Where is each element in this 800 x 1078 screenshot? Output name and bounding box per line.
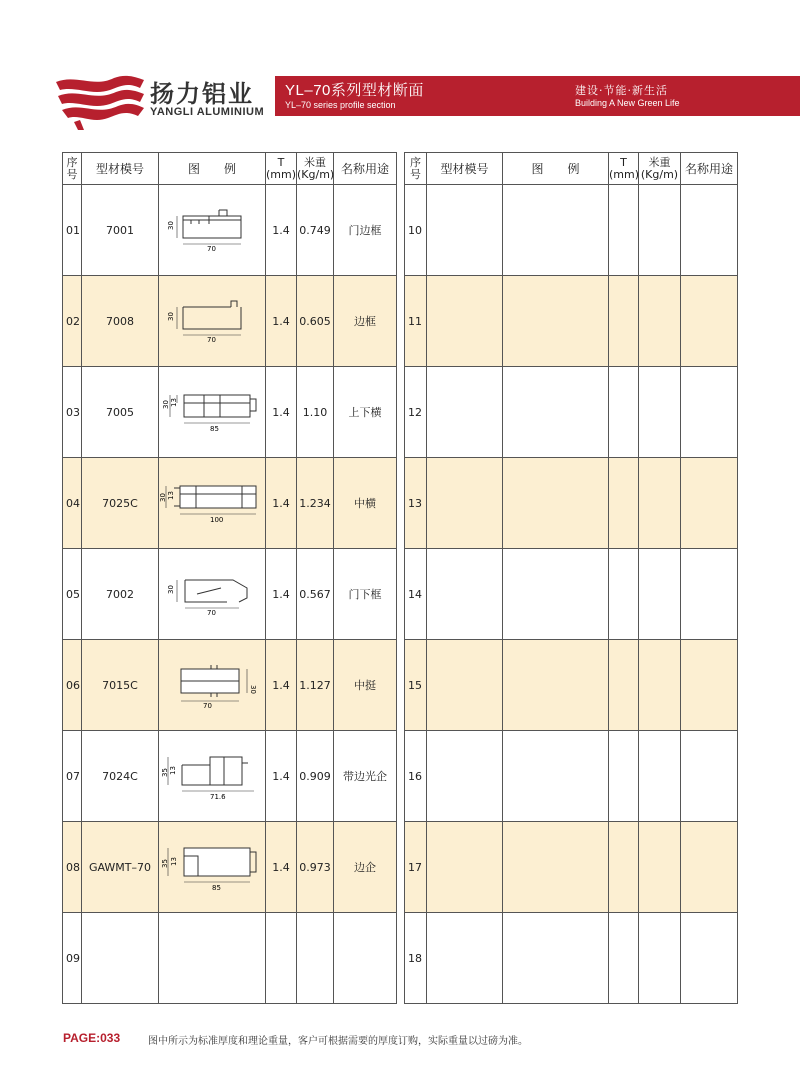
dim-width: 71.6: [210, 793, 226, 801]
table-row: [405, 640, 738, 731]
row-idx: 10: [405, 185, 427, 276]
dim-height: 35: [161, 859, 169, 868]
row-idx: 04: [63, 458, 82, 549]
profile-diagram: [503, 367, 609, 458]
row-usage: [681, 640, 738, 731]
row-idx: 08: [63, 822, 82, 913]
dim-height: 30: [249, 685, 257, 694]
profile-diagram: [159, 640, 266, 731]
row-thickness: 1.4: [266, 185, 297, 276]
table-row: [405, 549, 738, 640]
dim-height: 30: [167, 312, 175, 321]
banner-subtitle: YL–70 series profile section: [285, 100, 396, 110]
row-idx: 07: [63, 731, 82, 822]
row-idx: 09: [63, 913, 82, 1004]
dim-width: 70: [207, 609, 216, 617]
row-thickness: 1.4: [266, 549, 297, 640]
col-diagram-header: 图 例: [159, 153, 266, 185]
row-idx: 03: [63, 367, 82, 458]
profile-table-right: [404, 152, 738, 1004]
row-model: 7025C: [82, 458, 159, 549]
row-model: [427, 731, 503, 822]
footer-note: 图中所示为标准厚度和理论重量，客户可根据需要的厚度订购，实际重量以过磅为准。: [148, 1036, 528, 1047]
table-row: [63, 822, 397, 913]
row-usage: 边框: [334, 276, 397, 367]
table-header-row: [63, 153, 397, 185]
row-model: [427, 185, 503, 276]
row-thickness: [609, 731, 639, 822]
row-thickness: 1.4: [266, 640, 297, 731]
row-thickness: [609, 822, 639, 913]
row-thickness: [609, 458, 639, 549]
row-weight: 0.909: [297, 731, 334, 822]
dim-width: 85: [210, 425, 219, 433]
row-idx: 18: [405, 913, 427, 1004]
row-model: [427, 458, 503, 549]
row-idx: 05: [63, 549, 82, 640]
profile-diagram: [159, 549, 266, 640]
row-weight: [639, 549, 681, 640]
row-idx: 06: [63, 640, 82, 731]
table-row: [63, 731, 397, 822]
row-model: [427, 549, 503, 640]
dim-width: 100: [210, 516, 224, 524]
profile-diagram: [159, 822, 266, 913]
col-model-header: 型材模号: [427, 153, 503, 185]
row-thickness: [609, 367, 639, 458]
row-thickness: 1.4: [266, 367, 297, 458]
row-thickness: 1.4: [266, 822, 297, 913]
profile-diagram: [159, 731, 266, 822]
banner-bar: [275, 76, 800, 116]
row-weight: [639, 185, 681, 276]
table-row: [405, 822, 738, 913]
row-usage: 边企: [334, 822, 397, 913]
row-thickness: [609, 276, 639, 367]
row-idx: 14: [405, 549, 427, 640]
profile-diagram: [503, 549, 609, 640]
row-idx: 01: [63, 185, 82, 276]
row-weight: 1.10: [297, 367, 334, 458]
row-thickness: [609, 913, 639, 1004]
table-row: [63, 549, 397, 640]
row-thickness: 1.4: [266, 458, 297, 549]
row-model: 7001: [82, 185, 159, 276]
row-weight: 0.749: [297, 185, 334, 276]
row-thickness: 1.4: [266, 276, 297, 367]
row-model: 7005: [82, 367, 159, 458]
banner-title: YL–70系列型材断面: [285, 82, 424, 99]
dim-height-2: 13: [170, 398, 178, 407]
dim-height: 30: [162, 400, 170, 409]
row-weight: [297, 913, 334, 1004]
row-thickness: 1.4: [266, 731, 297, 822]
banner-slogan-cn: 建设·节能·新生活: [575, 84, 668, 97]
row-model: 7024C: [82, 731, 159, 822]
dim-height: 30: [159, 493, 167, 502]
row-usage: [681, 822, 738, 913]
profile-diagram: [159, 458, 266, 549]
profile-diagram: [159, 276, 266, 367]
row-idx: 15: [405, 640, 427, 731]
profile-diagram: [503, 640, 609, 731]
dim-width: 70: [203, 702, 212, 710]
brand-name-en: YANGLI ALUMINIUM: [150, 106, 265, 118]
row-weight: 1.234: [297, 458, 334, 549]
dim-width: 85: [212, 884, 221, 892]
dim-height-2: 13: [167, 491, 175, 500]
col-idx-header: 序号: [63, 153, 82, 185]
col-thickness-header: T (mm): [266, 153, 297, 185]
row-idx: 11: [405, 276, 427, 367]
row-thickness: [609, 549, 639, 640]
row-usage: [681, 731, 738, 822]
table-row: [405, 276, 738, 367]
row-usage: 中挺: [334, 640, 397, 731]
profile-diagram: [159, 367, 266, 458]
row-usage: 上下横: [334, 367, 397, 458]
brand-name-cn: 扬力铝业: [150, 80, 254, 108]
row-usage: 门边框: [334, 185, 397, 276]
dim-height: 30: [167, 221, 175, 230]
dim-width: 70: [207, 336, 216, 344]
row-idx: 16: [405, 731, 427, 822]
row-weight: 1.127: [297, 640, 334, 731]
table-row: [405, 731, 738, 822]
profile-diagram: [503, 731, 609, 822]
row-idx: 17: [405, 822, 427, 913]
row-model: GAWMT–70: [82, 822, 159, 913]
row-thickness: [609, 640, 639, 731]
profile-diagram: [503, 276, 609, 367]
row-weight: [639, 731, 681, 822]
row-usage: [681, 913, 738, 1004]
row-usage: 中横: [334, 458, 397, 549]
dim-height: 35: [161, 768, 169, 777]
col-usage-header: 名称用途: [681, 153, 738, 185]
row-usage: 带边光企: [334, 731, 397, 822]
col-thickness-header: T (mm): [609, 153, 639, 185]
col-weight-header: 米重 (Kg/m): [297, 153, 334, 185]
table-row: [405, 458, 738, 549]
row-usage: 门下框: [334, 549, 397, 640]
row-idx: 12: [405, 367, 427, 458]
row-usage: [681, 458, 738, 549]
profile-diagram: [159, 913, 266, 1004]
row-weight: 0.973: [297, 822, 334, 913]
row-model: [427, 367, 503, 458]
row-weight: [639, 640, 681, 731]
row-thickness: [609, 185, 639, 276]
row-model: 7015C: [82, 640, 159, 731]
row-weight: 0.567: [297, 549, 334, 640]
row-usage: [681, 367, 738, 458]
row-model: 7002: [82, 549, 159, 640]
row-usage: [681, 549, 738, 640]
dim-height-2: 13: [170, 857, 178, 866]
row-model: 7008: [82, 276, 159, 367]
row-model: [427, 640, 503, 731]
profile-table-left: [62, 152, 397, 1004]
table-row: [405, 367, 738, 458]
row-thickness: [266, 913, 297, 1004]
dim-width: 70: [207, 245, 216, 253]
col-weight-header: 米重 (Kg/m): [639, 153, 681, 185]
row-usage: [681, 185, 738, 276]
row-weight: [639, 913, 681, 1004]
row-weight: [639, 276, 681, 367]
dim-height: 30: [167, 585, 175, 594]
banner-slogan-en: Building A New Green Life: [575, 98, 680, 108]
profile-diagram: [503, 913, 609, 1004]
row-model: [427, 913, 503, 1004]
row-idx: 13: [405, 458, 427, 549]
row-idx: 02: [63, 276, 82, 367]
brand-logo-icon: [54, 72, 146, 130]
table-row: [63, 367, 397, 458]
page-number: PAGE:033: [63, 1031, 121, 1045]
table-row: [63, 276, 397, 367]
col-idx-header: 序号: [405, 153, 427, 185]
row-weight: 0.605: [297, 276, 334, 367]
row-weight: [639, 458, 681, 549]
table-row: [405, 185, 738, 276]
profile-diagram: [503, 185, 609, 276]
table-row: [63, 913, 397, 1004]
profile-diagram: [503, 458, 609, 549]
row-weight: [639, 367, 681, 458]
row-model: [82, 913, 159, 1004]
row-model: [427, 276, 503, 367]
table-row: [63, 185, 397, 276]
col-usage-header: 名称用途: [334, 153, 397, 185]
table-row: [63, 458, 397, 549]
profile-diagram: [503, 822, 609, 913]
row-model: [427, 822, 503, 913]
table-row: [63, 640, 397, 731]
profile-diagram: [159, 185, 266, 276]
row-usage: [334, 913, 397, 1004]
col-diagram-header: 图 例: [503, 153, 609, 185]
table-header-row: [405, 153, 738, 185]
dim-height-2: 13: [169, 766, 177, 775]
row-weight: [639, 822, 681, 913]
col-model-header: 型材模号: [82, 153, 159, 185]
table-row: [405, 913, 738, 1004]
row-usage: [681, 276, 738, 367]
